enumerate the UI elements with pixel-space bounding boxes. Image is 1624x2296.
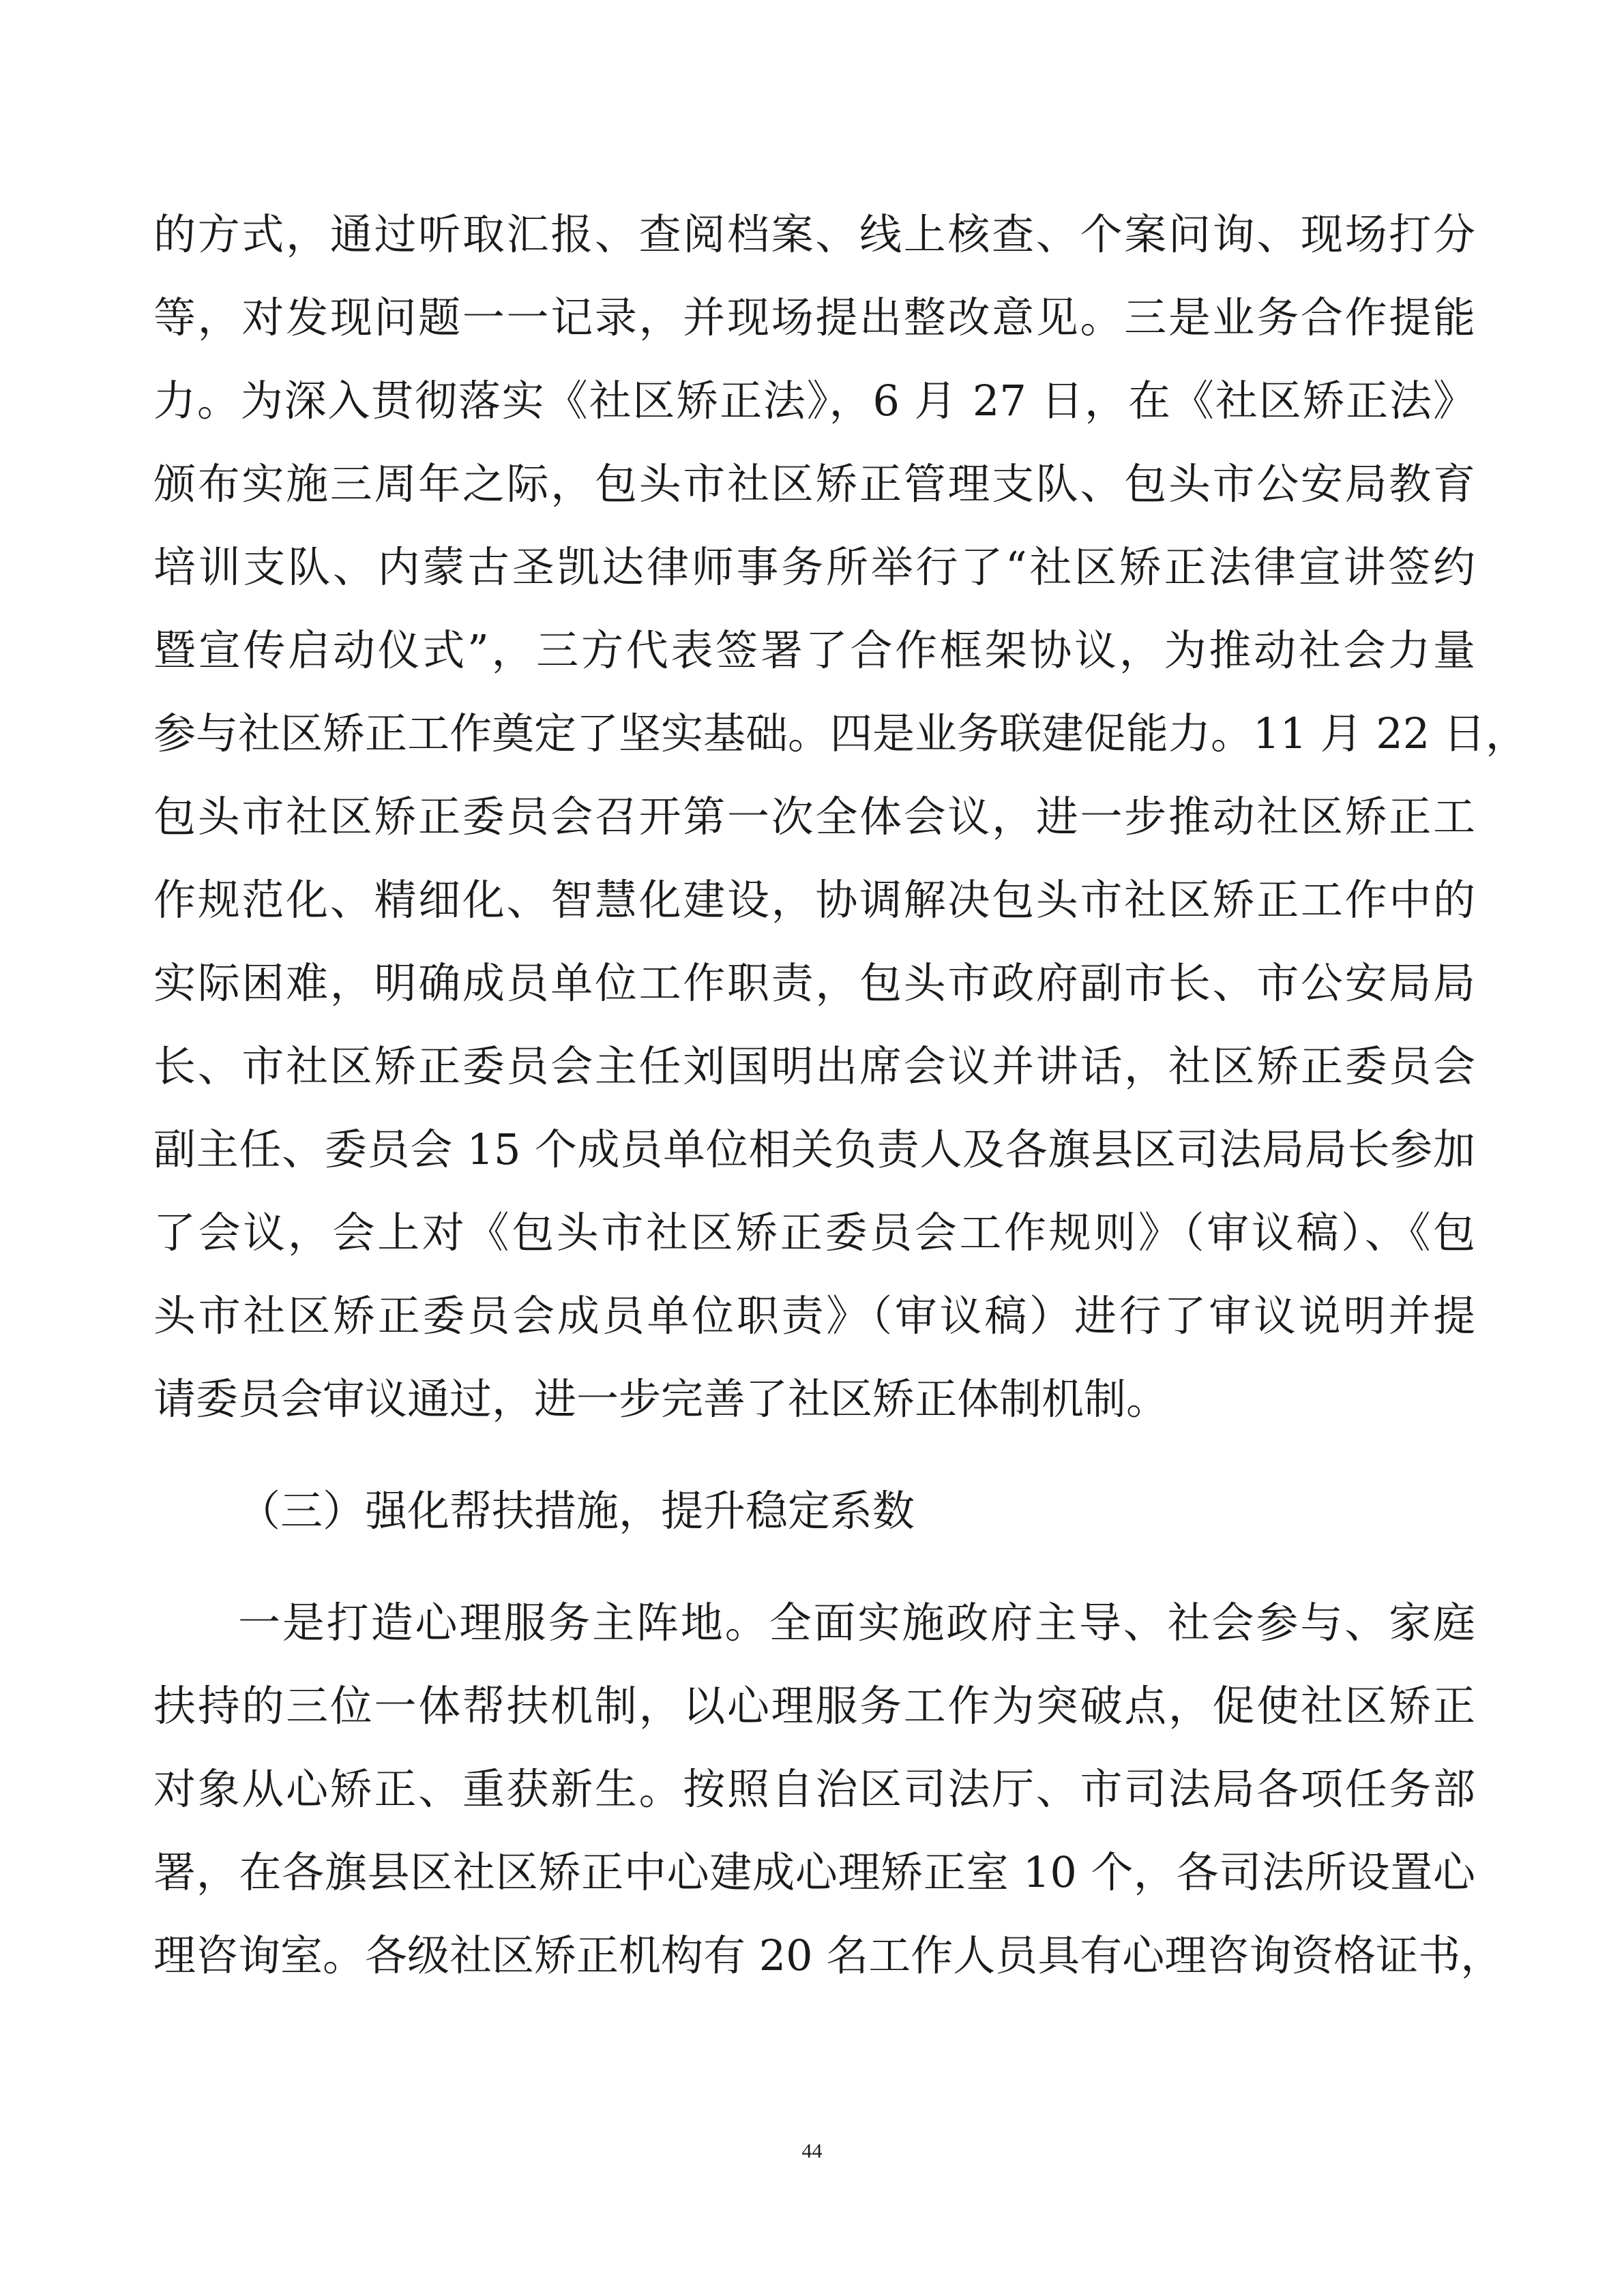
text-line: 副主任、委员会 15 个成员单位相关负责人及各旗县区司法局局长参加 [153, 1124, 1475, 1174]
text-line: 包头市社区矫正委员会召开第一次全体会议，进一步推动社区矫正工 [153, 792, 1475, 841]
text-line: 扶持的三位一体帮扶机制，以心理服务工作为突破点，促使社区矫正 [153, 1681, 1475, 1731]
paragraph-2 [153, 1581, 1503, 1997]
text-line: 的方式，通过听取汇报、查阅档案、线上核查、个案问询、现场打分 [153, 209, 1475, 259]
text-line: 培训支队、内蒙古圣凯达律师事务所举行了“社区矫正法律宣讲签约 [153, 542, 1475, 592]
text-line: 颁布实施三周年之际，包头市社区矫正管理支队、包头市公安局教育 [153, 459, 1475, 509]
text-line: 理咨询室。各级社区矫正机构有 20 名工作人员具有心理咨询资格证书， [153, 1930, 1503, 1980]
paragraph-1 [153, 193, 1528, 1441]
text-line: 实际困难，明确成员单位工作职责，包头市政府副市长、市公安局局 [153, 958, 1475, 1008]
text-line: 了会议，会上对《包头市社区矫正委员会工作规则》（审议稿）、《包 [153, 1208, 1475, 1257]
text-line: 长、市社区矫正委员会主任刘国明出席会议并讲话，社区矫正委员会 [153, 1041, 1475, 1091]
text-line: 头市社区矫正委员会成员单位职责》（审议稿）进行了审议说明并提 [153, 1291, 1475, 1341]
text-line: 一是打造心理服务主阵地。全面实施政府主导、社会参与、家庭 [238, 1598, 1475, 1648]
page-number: 44 [801, 2140, 823, 2162]
text-line: 请委员会审议通过，进一步完善了社区矫正体制机制。 [153, 1374, 1169, 1424]
text-line: 署，在各旗县区社区矫正中心建成心理矫正室 10 个，各司法所设置心 [153, 1847, 1475, 1897]
text-line: 力。为深入贯彻落实《社区矫正法》，6 月 27 日，在《社区矫正法》 [153, 376, 1475, 426]
text-line: 对象从心矫正、重获新生。按照自治区司法厅、市司法局各项任务部 [153, 1764, 1475, 1814]
section-heading: （三）强化帮扶措施，提升稳定系数 [238, 1486, 915, 1536]
text-line: 暨宣传启动仪式”，三方代表签署了合作框架协议，为推动社会力量 [153, 625, 1475, 675]
text-line: 参与社区矫正工作奠定了坚实基础。四是业务联建促能力。11 月 22 日， [153, 709, 1528, 758]
text-line: 作规范化、精细化、智慧化建设，协调解决包头市社区矫正工作中的 [153, 875, 1475, 925]
text-line: 等，对发现问题一一记录，并现场提出整改意见。三是业务合作提能 [153, 293, 1475, 342]
document-body [153, 193, 1528, 1997]
